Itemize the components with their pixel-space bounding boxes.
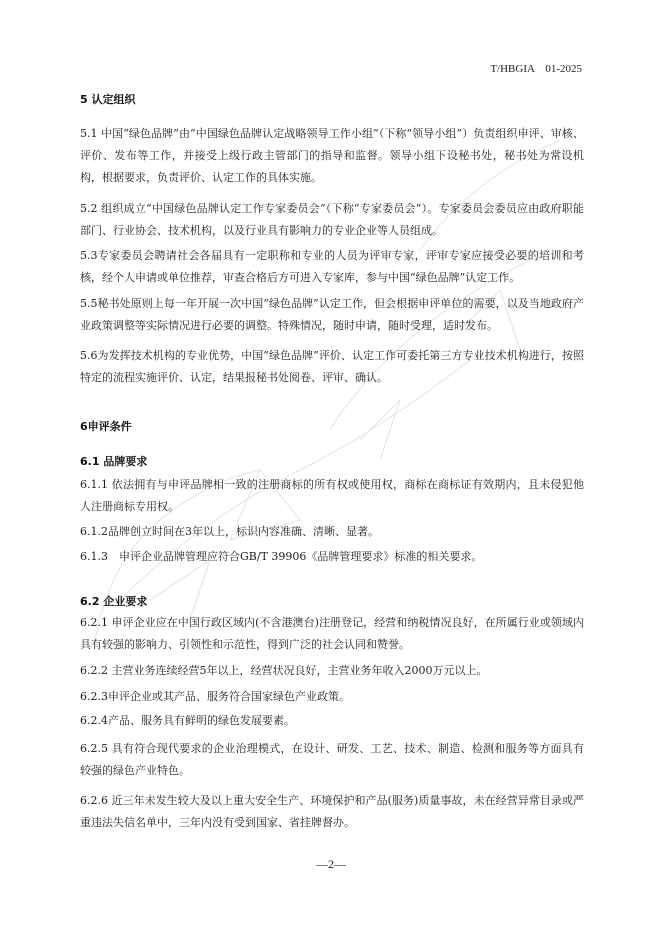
paragraph-5-1: 5.1 中国“绿色品牌”由“中国绿色品牌认定战略领导工作小组”（下称“领导小组”）负责组织申评、审核、评价、发布等工作，并接受上级行政主管部门的指导和监督。领导小组下设秘书处，秘书处为常设机构，根据要求，负责评价、认定工作的具体实施。 [80,127,584,184]
section-6-heading: 6申评条件 [80,420,132,433]
paragraph-6-1-2: 6.1.2品牌创立时间在3年以上，标识内容准确、清晰、显著。 [80,525,379,538]
paragraph-6-2-2: 6.2.2 主营业务连续经营5年以上，经营状况良好，主营业务年收入2000万元以上。 [80,664,488,677]
paragraph-5-6: 5.6为发挥技术机构的专业优势，中国“绿色品牌”评价、认定工作可委托第三方专业技术机构进行，按照特定的流程实施评价、认定，结果报秘书处阅卷、评审、确认。 [80,349,584,384]
paragraph-6-2-6: 6.2.6 近三年未发生较大及以上重大安全生产、环境保护和产品(服务)质量事故，未在经营异常目录或严重违法失信名单中，三年内没有受到国家、省挂牌督办。 [80,794,584,829]
paragraph-5-2: 5.2 组织成立“中国绿色品牌认定工作专家委员会”（下称“专家委员会”）。专家委员会委员应由政府职能部门、行业协会、技术机构，以及行业具有影响力的专业企业等人员组成。 [80,202,584,237]
section-5-heading: 5 认定组织 [80,93,136,106]
document-code: T/HBGIA 01-2025 [490,63,582,75]
page-number: —2— [316,857,346,871]
paragraph-6-1-3: 6.1.3 申评企业品牌管理应符合GB/T 39906《品牌管理要求》标准的相关要求。 [80,550,483,563]
paragraph-6-1-1: 6.1.1 依法拥有与申评品牌相一致的注册商标的所有权或使用权，商标在商标证有效期内，且未侵犯他人注册商标专用权。 [80,478,584,513]
paragraph-5-3: 5.3专家委员会聘请社会各届具有一定职称和专业的人员为评审专家，评审专家应接受必要的培训和考核，经个人申请或单位推荐，审查合格后方可进入专家库，参与中国“绿色品牌”认定工作。 [80,249,584,284]
paragraph-5-5: 5.5秘书处原则上每一年开展一次中国“绿色品牌”认定工作，但会根据申评单位的需要，以及当地政府产业政策调整等实际情况进行必要的调整。特殊情况，随时申请，随时受理，适时发布。 [80,297,584,332]
paragraph-6-2-3: 6.2.3申评企业或其产品、服务符合国家绿色产业政策。 [80,690,350,703]
section-6-1-heading: 6.1 品牌要求 [80,455,148,468]
paragraph-6-2-5: 6.2.5 具有符合现代要求的企业治理模式，在设计、研发、工艺、技术、制造、检测和服务等方面具有较强的绿色产业特色。 [80,742,584,777]
paragraph-6-2-4: 6.2.4产品、服务具有鲜明的绿色发展要素。 [80,714,295,727]
paragraph-6-2-1: 6.2.1 申评企业应在中国行政区域内(不含港澳台)注册登记，经营和纳税情况良好，在所属行业或领域内具有较强的影响力、引领性和示范性，得到广泛的社会认同和赞誉。 [80,616,584,651]
section-6-2-heading: 6.2 企业要求 [80,595,148,608]
